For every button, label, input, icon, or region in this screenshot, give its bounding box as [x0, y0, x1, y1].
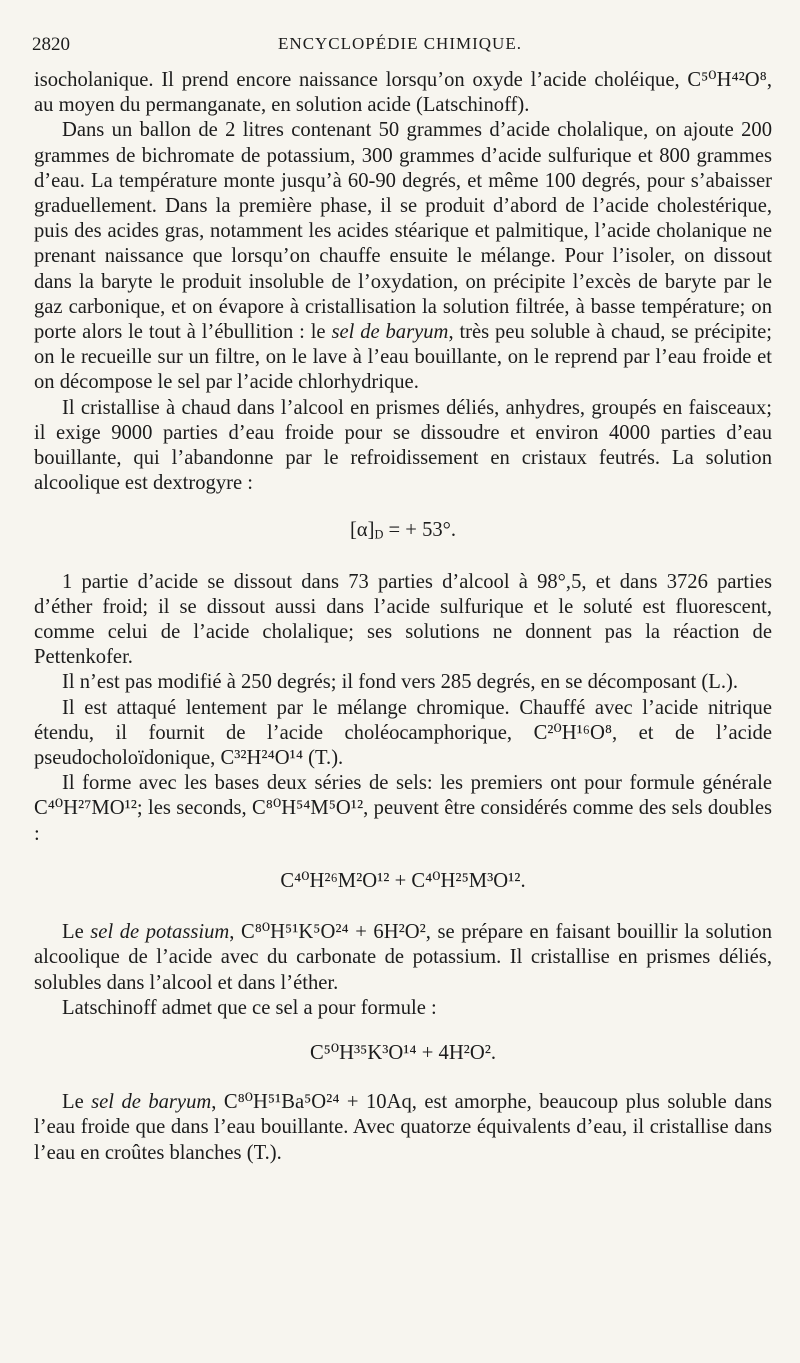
paragraph: Il est attaqué lentement par le mélange chromique. Chauffé avec l’acide nitrique étendu, il fournit de l’acide choléocamphorique, C²⁰H¹⁶O⁸, et de l’acide pseudocholoïdonique, C³²H²⁴O¹⁴ (T.).: [34, 696, 772, 770]
paragraph: Il forme avec les bases deux séries de sels: les premiers ont pour formule générale C⁴⁰H²⁷MO¹²; les seconds, C⁸⁰H⁵⁴M⁵O¹², peuvent être considérés comme des sels doubles :: [34, 772, 772, 845]
paragraph: Latschinoff admet que ce sel a pour formule :: [62, 996, 437, 1019]
paragraph: Dans un ballon de 2 litres contenant 50 grammes d’acide cholalique, on ajoute 200 grammes de bichromate de potassium, 300 grammes d’acide sulfurique et 800 grammes d’eau. La température monte jusqu’à 60-90 degrés, et même 100 degrés, pour s’abaisser graduellement. Dans la première phase, il se produit d’abord de l’acide cholestérique, puis des acides gras, notamment les acides stéarique et palmitique, l’acide cholanique ne prenant naissance que lorsqu’on chauffe ensuite le mélange. Pour l’isoler, on dissout dans la baryte le produit insoluble de l’oxydation, on précipite l’excès de baryte par le gaz carbonique, et on évapore à cristallisation la solution filtrée, à basse température; on porte alors le tout à l’ébullition : le sel de baryum, très peu soluble à chaud, se précipite; on le recueille sur un filtre, on le lave à l’eau bouillante, on le reprend par l’eau froide et on décompose le sel par l’acide chlorhydrique.: [34, 119, 773, 394]
paragraph: Il n’est pas modifié à 250 degrés; il fond vers 285 degrés, en se décomposant (L.).: [62, 671, 738, 694]
formula-rotation: $[\alpha]_D$ = + 53°.: [349, 519, 457, 542]
paragraph: isocholanique. Il prend encore naissance lorsqu’on oxyde l’acide choléique, C⁵⁰H⁴²O⁸, au moyen du permanganate, en solution acide (Latschinoff).: [34, 69, 772, 117]
paragraph: 1 partie d’acide se dissout dans 73 parties d’alcool à 98°,5, et dans 3726 parties d’éther froid; il se dissout aussi dans l’acide sulfurique et le soluté est fluorescent, comme celui de l’acide cholalique; ses solutions ne donnent pas la réaction de Pettenkofer.: [34, 570, 772, 669]
page-number: 2820: [32, 34, 70, 55]
paragraph: Il cristallise à chaud dans l’alcool en prismes déliés, anhydres, groupés en faisceaux; il exige 9000 parties d’eau froide pour se dissoudre et environ 4000 parties d’eau bouillante, qui l’abandonne par le refroidissement en cristaux feutrés. La solution alcoolique est dextrogyre :: [34, 396, 772, 495]
page-header: [32, 34, 768, 60]
formula-potassium-salt: C⁵⁰H³⁵K³O¹⁴ + 4H²O².: [309, 1041, 497, 1064]
page-body: [34, 68, 772, 1166]
running-title: ENCYCLOPÉDIE CHIMIQUE.: [278, 34, 522, 53]
formula-double-salt: C⁴⁰H²⁶M²O¹² + C⁴⁰H²⁵M³O¹².: [280, 869, 526, 892]
paragraph: Le sel de potassium, C⁸⁰H⁵¹K⁵O²⁴ + 6H²O², se prépare en faisant bouillir la solution alcoolique de l’acide avec du carbonate de potassium. Il cristallise en prismes déliés, solubles dans l’alcool et dans l’éther.: [34, 921, 772, 994]
paragraph: Le sel de baryum, C⁸⁰H⁵¹Ba⁵O²⁴ + 10Aq, est amorphe, beaucoup plus soluble dans l’eau froide que dans l’eau bouillante. Avec quatorze équivalents d’eau, il cristallise dans l’eau en croûtes blanches (T.).: [34, 1091, 773, 1164]
